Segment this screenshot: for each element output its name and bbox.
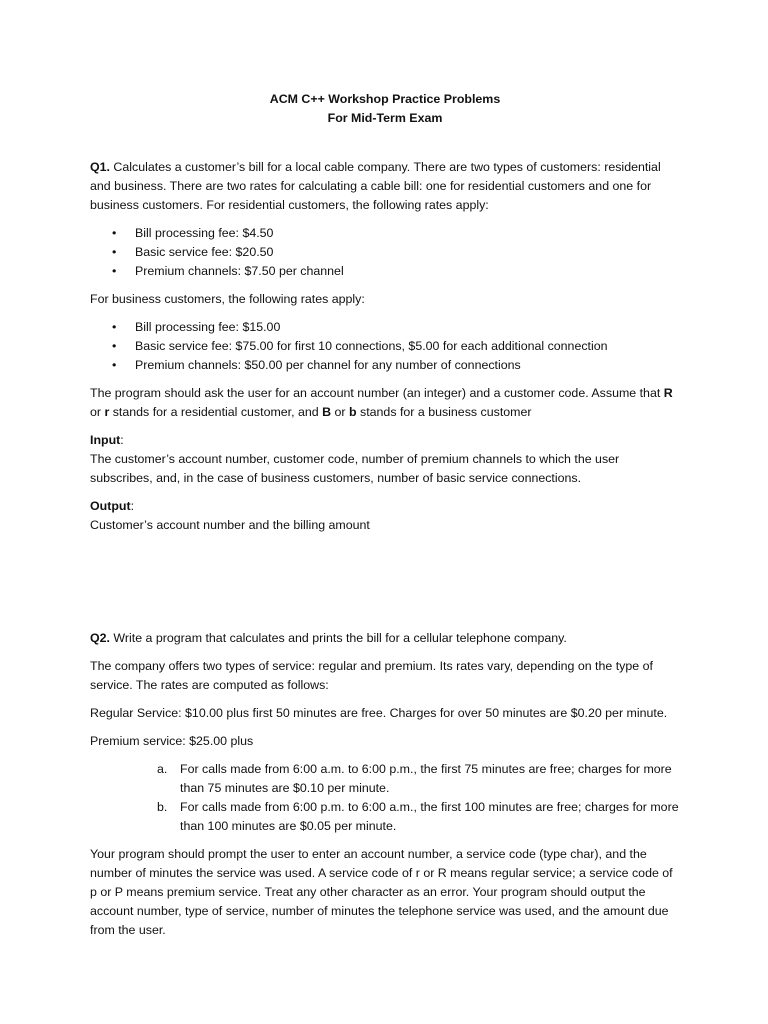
document-page — [90, 90, 680, 949]
bullet-icon: • — [112, 245, 117, 259]
document-title — [90, 90, 680, 128]
list-item-text: Premium channels: $7.50 per channel — [135, 264, 344, 278]
list-item-text: Basic service fee: $20.50 — [135, 245, 274, 259]
program-text-3: stands for a business customer — [356, 405, 532, 419]
q1-intro-text: Calculates a customer’s bill for a local cable company. There are two types of customers: residential and business. There are two rates for calculating a cable bill: one for residential customers and one for business customers. For residential customers, the following rates apply: — [90, 160, 661, 212]
regular-service: Regular Service: $10.00 plus first 50 minutes are free. Charges for over 50 minutes are $0.20 per minute. — [90, 706, 668, 720]
list-item-text: For calls made from 6:00 p.m. to 6:00 a.m., the first 100 minutes are free; charges for more than 100 minutes are $0.05 per minute. — [180, 800, 679, 833]
list-item — [90, 318, 680, 337]
code-r: r — [104, 405, 110, 419]
program-description — [90, 384, 680, 422]
bullet-icon: • — [112, 264, 117, 278]
section-spacer — [90, 544, 680, 629]
text-or-2: or — [331, 405, 349, 419]
output-section — [90, 497, 680, 535]
list-item — [90, 798, 680, 836]
program-text-2: stands for a residential customer, and — [109, 405, 323, 419]
input-text: The customer’s account number, customer code, number of premium channels to which the user subscribes, and, in the case of business customers, number of basic service connections. — [90, 452, 620, 485]
code-R: R — [663, 386, 673, 400]
list-item — [90, 243, 680, 262]
premium-items-list — [90, 760, 680, 836]
bullet-icon: • — [112, 320, 117, 334]
input-label: Input — [90, 433, 121, 447]
title-line-2: For Mid-Term Exam — [327, 111, 443, 125]
list-item-text: Basic service fee: $75.00 for first 10 connections, $5.00 for each additional connection — [135, 339, 608, 353]
text-or-1: or — [90, 405, 105, 419]
bullet-icon: • — [112, 339, 117, 353]
business-intro: For business customers, the following rates apply: — [90, 292, 365, 306]
q2-label: Q2. — [90, 631, 110, 645]
output-label: Output — [90, 499, 131, 513]
bullet-icon: • — [112, 226, 117, 240]
list-item-text: Premium channels: $50.00 per channel for any number of connections — [135, 358, 521, 372]
service-description: The company offers two types of service: regular and premium. Its rates vary, depending on the type of service. The rates are computed as follows: — [90, 659, 653, 692]
code-b: b — [348, 405, 357, 419]
closing-paragraph: Your program should prompt the user to enter an account number, a service code (type char), and the number of minutes the service was used. A service code of r or R means regular service; a service code of p or P means premium service. Treat any other character as an error. Your program should output the account number, type of service, number of minutes the telephone service was used, and the amount due from the user. — [90, 847, 673, 937]
list-item — [90, 760, 680, 798]
title-line-1: ACM C++ Workshop Practice Problems — [269, 92, 501, 106]
list-item — [90, 224, 680, 243]
input-colon: : — [120, 433, 124, 447]
input-section — [90, 431, 680, 488]
program-text-1: The program should ask the user for an account number (an integer) and a customer code. Assume that — [90, 386, 664, 400]
q2-intro — [90, 629, 680, 648]
list-item — [90, 356, 680, 375]
residential-rates-list — [90, 224, 680, 281]
business-rates-list — [90, 318, 680, 375]
code-B: B — [322, 405, 332, 419]
list-item — [90, 337, 680, 356]
list-marker: a. — [157, 762, 168, 776]
list-item-text: For calls made from 6:00 a.m. to 6:00 p.m., the first 75 minutes are free; charges for more than 75 minutes are $0.10 per minute. — [180, 762, 672, 795]
q1-intro — [90, 158, 680, 215]
premium-service: Premium service: $25.00 plus — [90, 734, 254, 748]
list-item — [90, 262, 680, 281]
list-marker: b. — [157, 800, 168, 814]
q2-intro-text: Write a program that calculates and prints the bill for a cellular telephone company. — [109, 631, 567, 645]
output-text: Customer’s account number and the billing amount — [90, 518, 370, 532]
output-colon: : — [130, 499, 135, 513]
list-item-text: Bill processing fee: $4.50 — [135, 226, 274, 240]
bullet-icon: • — [112, 358, 117, 372]
list-item-text: Bill processing fee: $15.00 — [135, 320, 281, 334]
q1-label: Q1. — [90, 160, 110, 174]
